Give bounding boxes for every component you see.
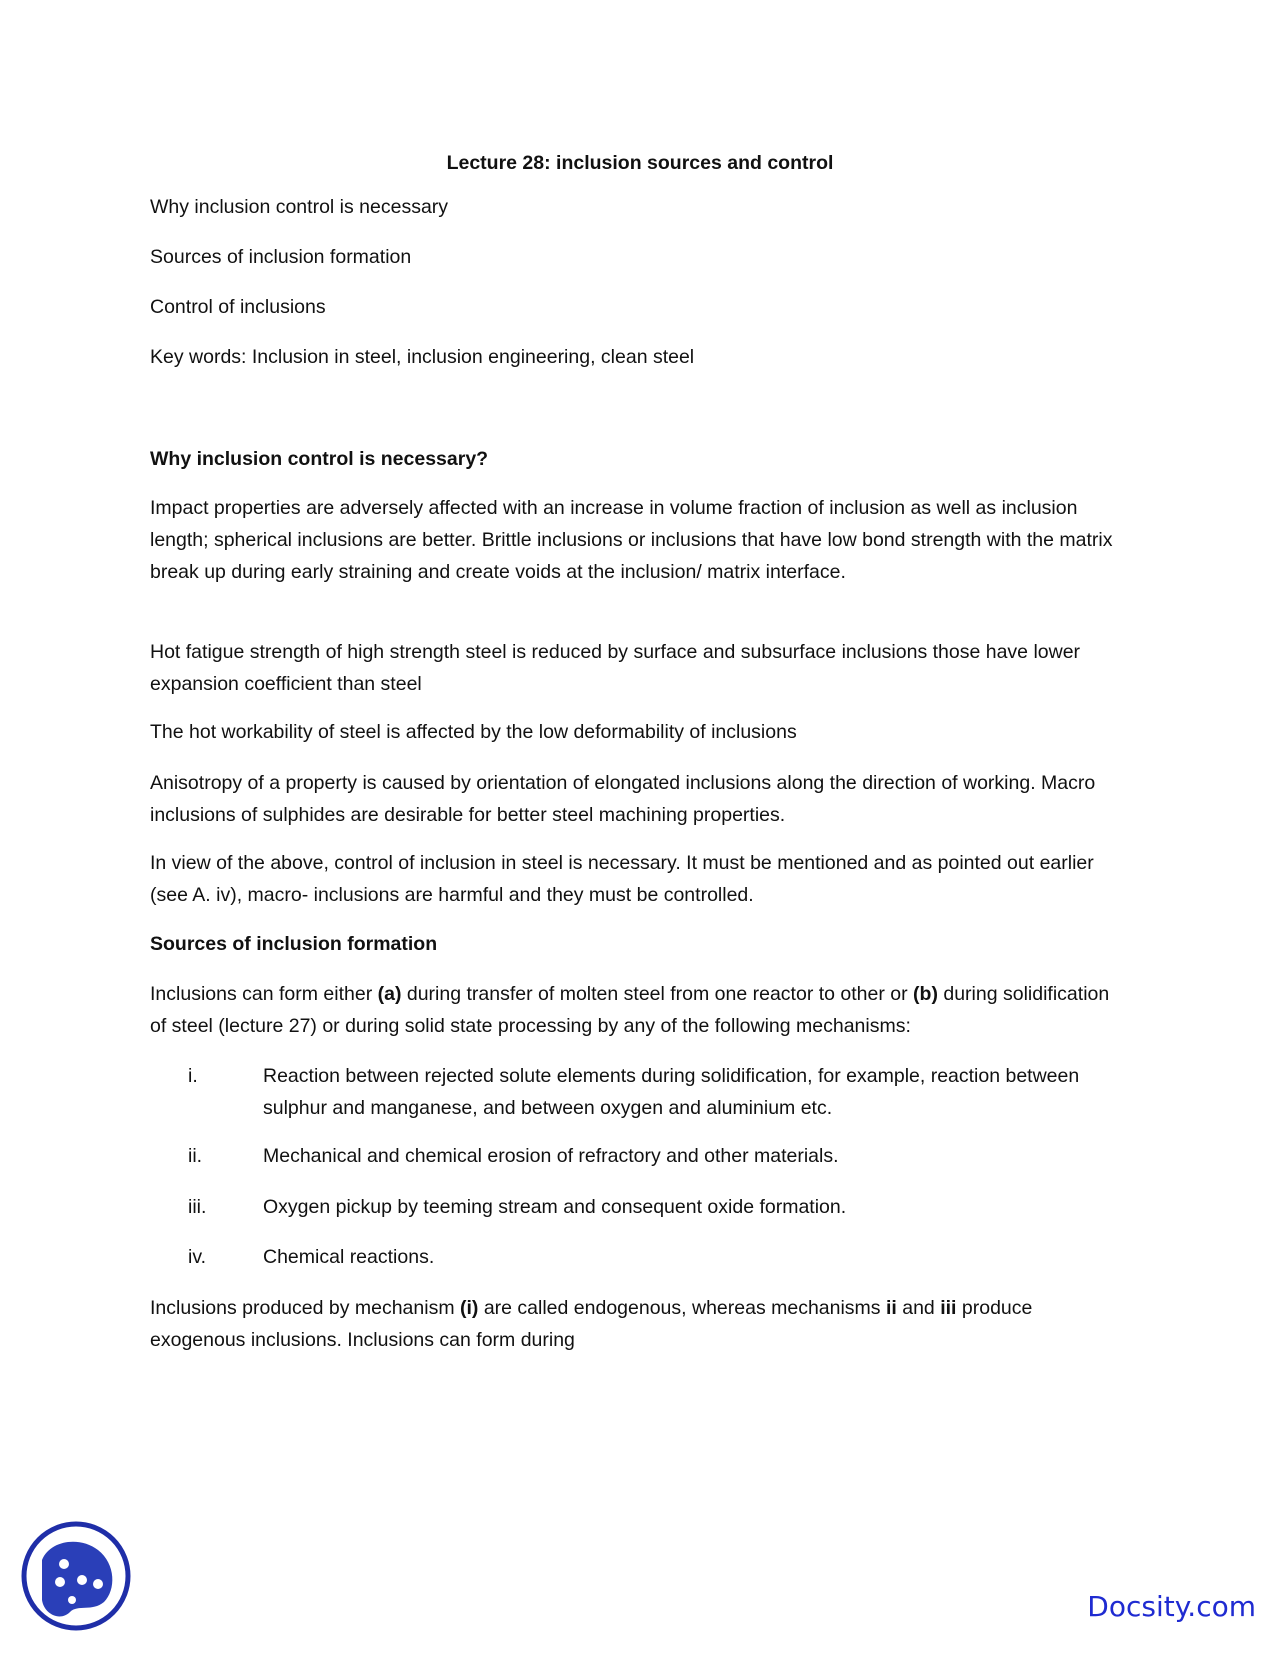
list-item-text: Reaction between rejected solute elements during solidification, for example, reaction between sulphur and manganese, and between oxygen and aluminium etc. xyxy=(263,1065,1080,1119)
paragraph-impact: Impact properties are adversely affected with an increase in volume fraction of inclusion as well as inclusion length; spherical inclusions are better. Brittle inclusions or inclusions that have low bond strength with the matrix break up during early straining and create voids at the inclusion/ matrix interface. xyxy=(150,497,1113,583)
list-item-number: iv. xyxy=(188,1246,207,1268)
intro-item-1: Why inclusion control is necessary xyxy=(150,196,449,218)
paragraph-fatigue: Hot fatigue strength of high strength steel is reduced by surface and subsurface inclusions those have lower expansion coefficient than steel xyxy=(150,641,1081,695)
paragraph-endogenous: Inclusions produced by mechanism (i) are called endogenous, whereas mechanisms ii and iii produce exogenous inclusions. Inclusions can form during xyxy=(150,1297,1033,1351)
intro-item-2: Sources of inclusion formation xyxy=(150,246,412,268)
list-item-number: i. xyxy=(188,1065,198,1087)
section-heading-sources: Sources of inclusion formation xyxy=(150,933,438,955)
list-item-number: ii. xyxy=(188,1145,203,1167)
list-item-text: Oxygen pickup by teeming stream and consequent oxide formation. xyxy=(263,1196,847,1218)
page-title: Lecture 28: inclusion sources and control xyxy=(446,152,834,174)
docsity-brand-link[interactable]: Docsity.com xyxy=(1087,1590,1256,1623)
paragraph-workability: The hot workability of steel is affected by the low deformability of inclusions xyxy=(150,721,797,743)
list-item-text: Mechanical and chemical erosion of refractory and other materials. xyxy=(263,1145,839,1167)
paragraph-sources: Inclusions can form either (a) during transfer of molten steel from one reactor to other or (b) during solidification of steel (lecture 27) or during solid state processing by any of the following mechanisms: xyxy=(150,983,1110,1037)
section-heading-why: Why inclusion control is necessary? xyxy=(150,448,489,470)
list-item-text: Chemical reactions. xyxy=(263,1246,435,1268)
list-item-number: iii. xyxy=(188,1196,207,1218)
intro-item-4: Key words: Inclusion in steel, inclusion engineering, clean steel xyxy=(150,346,695,368)
docsity-logo-icon[interactable] xyxy=(20,1520,132,1632)
intro-item-3: Control of inclusions xyxy=(150,296,326,318)
paragraph-conclusion: In view of the above, control of inclusion in steel is necessary. It must be mentioned and as pointed out earlier (see A. iv), macro- inclusions are harmful and they must be controlled. xyxy=(150,852,1094,906)
paragraph-anisotropy: Anisotropy of a property is caused by orientation of elongated inclusions along the direction of working. Macro inclusions of sulphides are desirable for better steel machining properties. xyxy=(150,772,1096,826)
